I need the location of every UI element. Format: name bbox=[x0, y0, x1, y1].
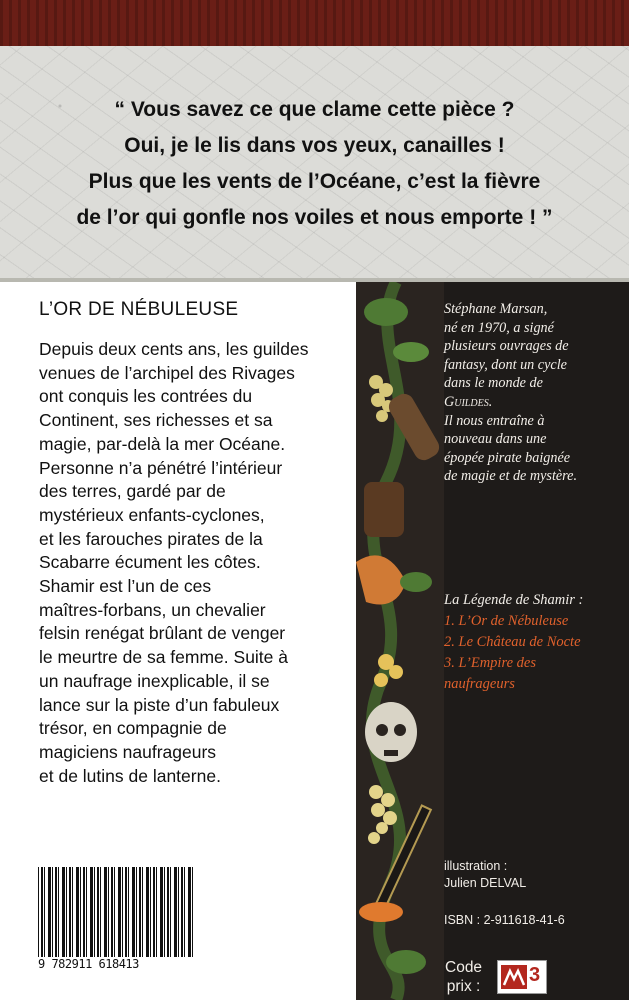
synopsis-line: et de lutins de lanterne. bbox=[39, 765, 221, 786]
bio-line: nouveau dans une bbox=[444, 431, 547, 448]
synopsis-line: magie, par-delà la mer Océane. bbox=[39, 433, 286, 454]
synopsis-line: Continent, ses richesses et sa bbox=[39, 410, 273, 431]
quote-line: Oui, je le lis dans vos yeux, canailles ! bbox=[124, 134, 505, 157]
barcode bbox=[38, 867, 194, 971]
synopsis-text bbox=[39, 338, 359, 788]
synopsis-line: et les farouches pirates de la bbox=[39, 528, 263, 549]
price-label-line: Code bbox=[445, 959, 483, 976]
quote-line: “ Vous savez ce que clame cette pièce ? bbox=[114, 98, 515, 121]
bio-line: fantasy, dont un cycle bbox=[444, 356, 567, 373]
bio-line: Stéphane Marsan, bbox=[444, 301, 548, 317]
barcode-digits: 9 782911 618413 bbox=[38, 957, 238, 971]
vine-illustration bbox=[356, 282, 444, 1000]
top-decorative-band bbox=[0, 0, 629, 48]
price-code-badge bbox=[497, 960, 547, 994]
series-list bbox=[444, 590, 583, 695]
illustrator-name: Julien DELVAL bbox=[444, 876, 527, 890]
synopsis-line: le meurtre de sa femme. Suite à bbox=[39, 647, 288, 668]
barcode-bars bbox=[38, 867, 194, 957]
price-code-number: 3 bbox=[529, 964, 541, 986]
price-label-line: prix : bbox=[446, 978, 481, 995]
synopsis-line: un naufrage inexplicable, il se bbox=[39, 670, 270, 691]
series-item: naufrageurs bbox=[444, 676, 515, 692]
synopsis-line: Personne n’a pénétré l’intérieur bbox=[39, 457, 283, 478]
illustration-art bbox=[356, 282, 444, 1000]
back-cover-quote bbox=[0, 92, 629, 236]
isbn: ISBN : 2-911618-41-6 bbox=[444, 913, 565, 927]
bio-line: Il nous entraîne à bbox=[444, 412, 545, 429]
price-code-label bbox=[445, 958, 482, 996]
series-item: 3. L’Empire des bbox=[444, 655, 536, 671]
synopsis-line: magiciens naufrageurs bbox=[39, 741, 217, 762]
illustration-credit bbox=[444, 858, 526, 892]
publisher-logo-icon bbox=[501, 965, 527, 989]
synopsis-line: lance sur la piste d’un fabuleux bbox=[39, 694, 280, 715]
logo-shape bbox=[501, 965, 527, 989]
synopsis-line: Scabarre écument les côtes. bbox=[39, 552, 261, 573]
series-item: 1. L’Or de Nébuleuse bbox=[444, 613, 569, 629]
synopsis-line: Depuis deux cents ans, les guildes bbox=[39, 339, 309, 359]
quote-line: Plus que les vents de l’Océane, c’est la fièvre bbox=[88, 170, 541, 193]
bio-line: plusieurs ouvrages de bbox=[444, 338, 569, 355]
series-title: La Légende de Shamir : bbox=[444, 592, 584, 608]
synopsis-line: ont conquis les contrées du bbox=[39, 386, 253, 407]
bio-line: dans le monde de bbox=[444, 375, 543, 392]
illustration-label: illustration : bbox=[444, 859, 508, 873]
synopsis-line: Shamir est l’un de ces bbox=[39, 576, 212, 597]
synopsis-line: mystérieux enfants-cyclones, bbox=[39, 504, 265, 525]
quote-line: de l’or qui gonfle nos voiles et nous emporte ! ” bbox=[76, 206, 553, 229]
synopsis-line: maîtres-forbans, un chevalier bbox=[39, 599, 266, 620]
bio-line: de magie et de mystère. bbox=[444, 468, 578, 485]
author-bio bbox=[444, 300, 629, 486]
synopsis-line: felsin renégat brûlant de venger bbox=[39, 623, 286, 644]
bio-line: épopée pirate baignée bbox=[444, 449, 571, 466]
synopsis-line: trésor, en compagnie de bbox=[39, 718, 227, 739]
synopsis-line: des terres, gardé par de bbox=[39, 481, 226, 502]
bio-line: Guildes. bbox=[444, 393, 493, 410]
synopsis-line: venues de l’archipel des Rivages bbox=[39, 362, 295, 383]
bio-line: né en 1970, a signé bbox=[444, 319, 554, 336]
book-title: L’OR DE NÉBULEUSE bbox=[39, 299, 239, 320]
series-item: 2. Le Château de Nocte bbox=[444, 634, 581, 650]
